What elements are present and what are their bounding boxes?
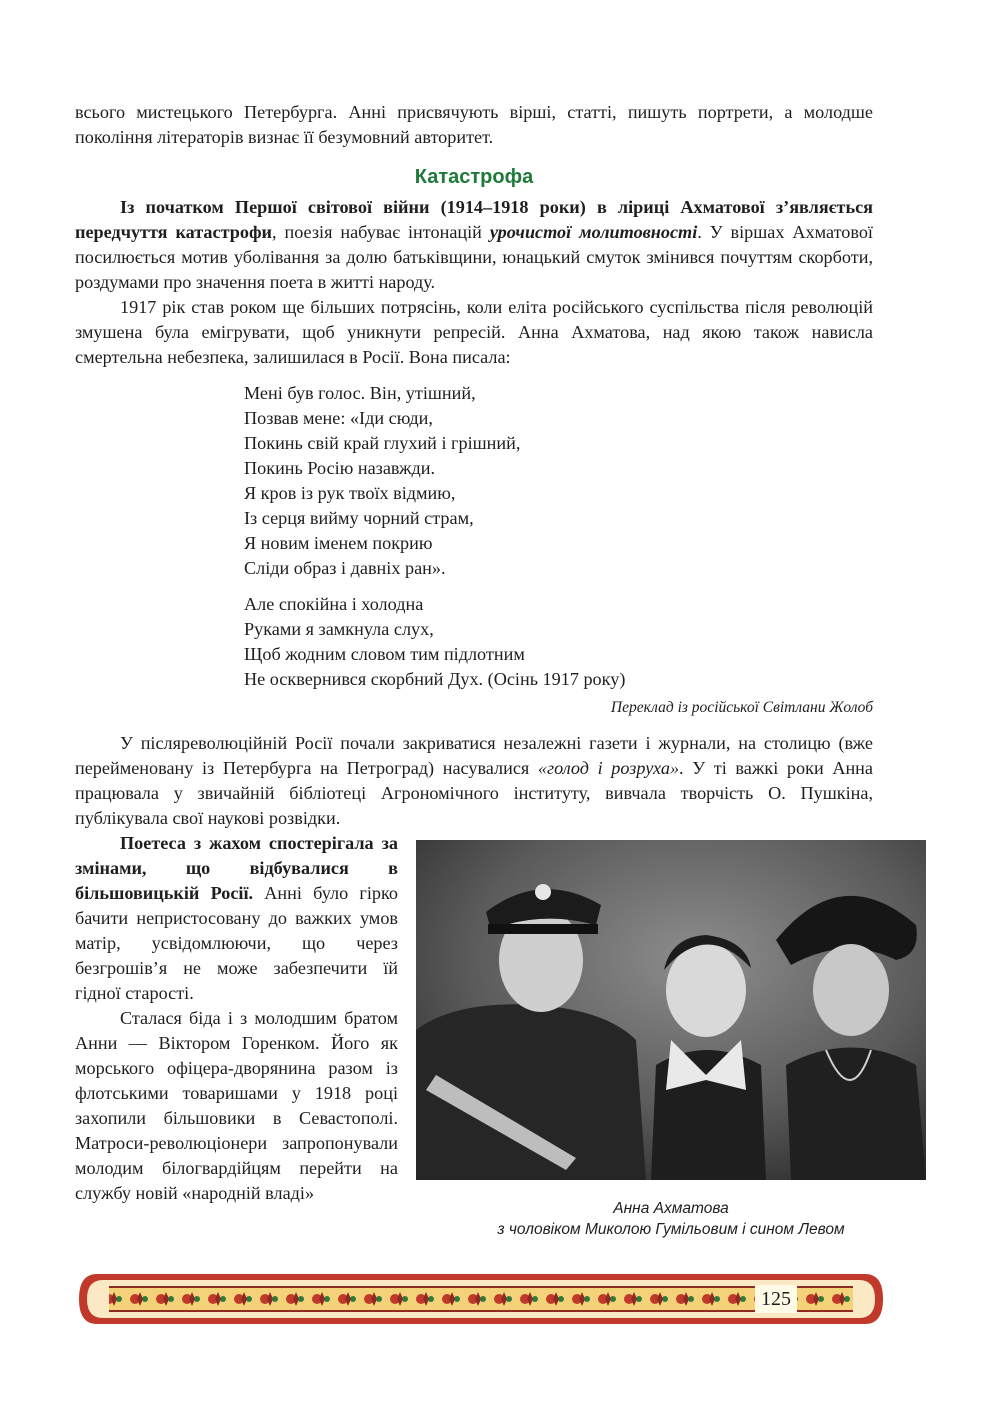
photo-caption-line-2: з чоловіком Миколою Гумільовим і сином Левом	[497, 1221, 845, 1238]
poem-line: Щоб жодним словом тим підлотним	[244, 644, 525, 664]
paragraph-war-bold: Із початком Першої світової війни (1914–1918 роки) в ліриці Ахматової з’являється передчуття катастрофи	[75, 197, 873, 242]
poem-line: Мені був голос. Він, утішний,	[244, 383, 476, 403]
paragraph-post-revolution-before: У післяреволюційній Росії почали закриватися незалежні газети і журнали, на столицю (вже перейменовану із Петербурга на Петроград) насувалися	[75, 733, 873, 778]
poem-line: Я кров із рук твоїх відмию,	[244, 483, 456, 503]
paragraph-1917	[75, 295, 873, 370]
paragraph-war	[75, 195, 873, 295]
paragraph-war-mid: , поезія набуває інтонацій	[272, 222, 490, 242]
photo-caption-line-1: Анна Ахматова	[613, 1200, 729, 1217]
poem-line: Покинь свій край глухий і грішний,	[244, 433, 521, 453]
poem-line: Із серця вийму чорний страм,	[244, 508, 474, 528]
paragraph-poetess-rest: Анні було гірко бачити непристосовану до важких умов матір, усвідомлюючи, що через безгрошів’я не може забезпечити їй гідної старості.	[75, 883, 398, 1003]
paragraph-poetess	[75, 831, 398, 1006]
intro-text: всього мистецького Петербурга. Анні присвячують вірші, статті, пишуть портрети, а молодше покоління літераторів визнає її безумовний авторитет.	[75, 102, 873, 147]
poem-line: Руками я замкнула слух,	[244, 619, 434, 639]
family-photo-image	[416, 840, 926, 1180]
paragraph-brother-text: Сталася біда і з молодшим братом Анни — Віктором Горенком. Його як морського офіцера-дворянина разом із флотськими товаришами у 1918 році захопили більшовики в Севастополі. Матроси-революціонери запропонували молодим білогвардійцям перейти на службу новій «народній владі»	[75, 1008, 398, 1203]
poem-line: Я новим іменем покрию	[244, 533, 433, 553]
intro-paragraph	[75, 100, 873, 150]
poem-line: Покинь Росію назавжди.	[244, 458, 436, 478]
paragraph-brother	[75, 1006, 398, 1206]
poem-line: Але спокійна і холодна	[244, 594, 424, 614]
section-heading: Катастрофа	[414, 166, 534, 188]
photo-caption	[416, 1198, 926, 1240]
poem-line: Сліди образ і давніх ран».	[244, 558, 446, 578]
paragraph-post-revolution-italic: «голод і розруха»	[537, 758, 680, 778]
paragraph-post-revolution-after: . У ті важкі роки Анна працювала у звичайній бібліотеці Агрономічного інституту, вивчала творчість О. Пушкіна, публікувала свої наукові розвідки.	[75, 758, 873, 828]
translation-credit: Переклад із російської Світлани Жолоб	[610, 699, 873, 716]
poem-line: Не осквернився скорбний Дух. (Осінь 1917 року)	[244, 669, 626, 689]
paragraph-war-italic: урочистої молитовності	[489, 222, 698, 242]
paragraph-1917-text: 1917 рік став роком ще більших потрясінь, коли еліта російського суспільства після революцій змушена була емігрувати, щоб уникнути репресій. Анна Ахматова, над якою також нависла смертельна небезпека, залишилася в Росії. Вона писала:	[75, 297, 873, 367]
page-number: 125	[755, 1285, 797, 1313]
paragraph-war-rest: . У віршах Ахматової посилюється мотив уболівання за долю батьківщини, юнацький смуток змінився почуттям скорботи, роздумами про значення поета в житті народу.	[75, 222, 873, 292]
paragraph-poetess-bold: Поетеса з жахом спостерігала за змінами, що відбувалися в більшовицькій Росії.	[75, 833, 398, 903]
poem-stanza-2	[244, 592, 804, 692]
family-photo	[416, 840, 926, 1180]
poem-stanza-1	[244, 381, 804, 581]
poem-line: Позвав мене: «Іди сюди,	[244, 408, 433, 428]
paragraph-post-revolution	[75, 731, 873, 831]
